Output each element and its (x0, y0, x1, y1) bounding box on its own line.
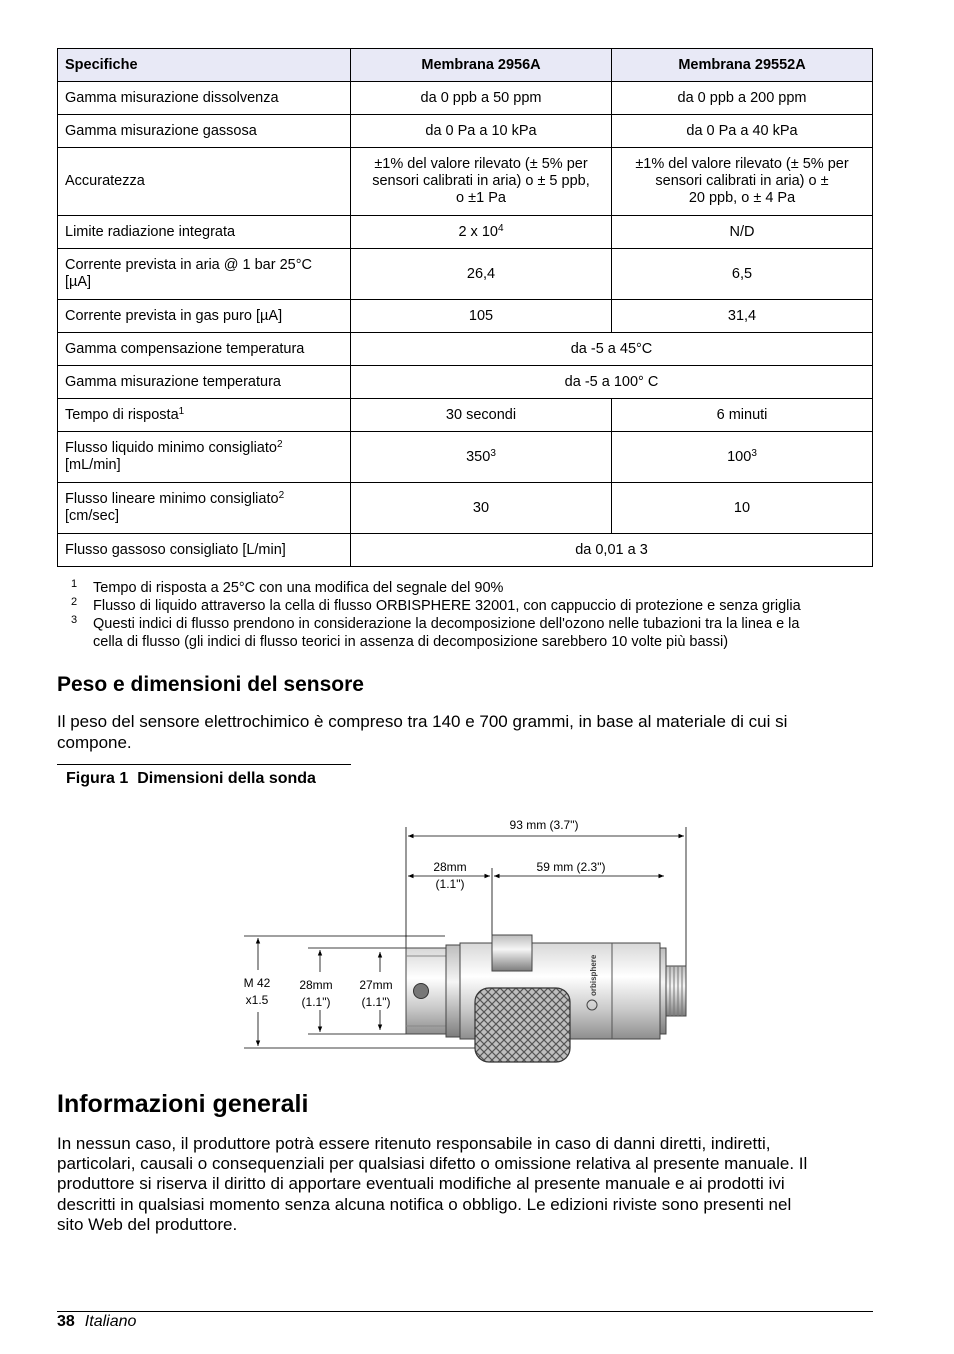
table-row: Gamma compensazione temperatura da -5 a 45°C (58, 333, 873, 366)
table-row: Tempo di risposta$^1$ 30 secondi 6 minuti (58, 399, 873, 432)
page-footer (57, 1313, 136, 1331)
footer-language: Italiano (84, 1313, 137, 1330)
general-line-1: In nessun caso, il produttore potrà essere ritenuto responsabile in caso di danni diretti, indiretti, (57, 1134, 771, 1153)
footer-divider (57, 1311, 873, 1312)
weight-paragraph-line-2: compone. (57, 733, 132, 752)
spec-table (57, 48, 873, 567)
diameter-label-28mm-inch: (1.1") (301, 995, 331, 1009)
diameter-label-27mm-inch: (1.1") (361, 995, 391, 1009)
table-row: Flusso liquido minimo consigliato$^2$ [mL/min] $350^3$ $100^3$ (58, 432, 873, 483)
dim-label-28mm: 28mm (433, 860, 467, 874)
dim-label-59mm: 59 mm (2.3") (536, 860, 606, 874)
probe-dimension-figure (230, 810, 710, 1070)
table-row: Gamma misurazione dissolvenza da 0 ppb a 50 ppm da 0 ppb a 200 ppm (58, 82, 873, 115)
header-membrana-2956a: Membrana 2956A (351, 49, 612, 82)
weight-paragraph-line-1: Il peso del sensore elettrochimico è compreso tra 140 e 700 grammi, in base al materiale di cui si (57, 712, 788, 731)
header-specifiche: Specifiche (58, 49, 351, 82)
brand-label: orbisphere (589, 954, 598, 996)
table-row: Accuratezza ±1% del valore rilevato (± 5% per sensori calibrati in aria) o ± 5 ppb, o ±1 Pa ±1% del valore rilevato (± 5% per sensori calibrati in aria) o ± 20 ppb, o ± 4 Pa (58, 148, 873, 216)
general-line-5: sito Web del produttore. (57, 1215, 238, 1234)
section-title-weight: Peso e dimensioni del sensore (57, 673, 364, 696)
probe-collar (492, 935, 532, 971)
table-header-row (58, 49, 873, 82)
table-row: Gamma misurazione temperatura da -5 a 100° C (58, 366, 873, 399)
page-number: 38 (57, 1313, 75, 1330)
general-line-4: descritti in qualsiasi momento senza alcuna notifica o obbligo. Le edizioni riviste sono presenti nel (57, 1195, 792, 1214)
diameter-label-27mm: 27mm (359, 978, 393, 992)
knurled-nut (475, 988, 570, 1062)
general-line-2: particolari, causali o consequenziali per qualsiasi difetto o omissione relativa al presente manuale. Il (57, 1154, 808, 1173)
probe-connector (666, 966, 686, 1016)
table-row: Gamma misurazione gassosa da 0 Pa a 10 kPa da 0 Pa a 40 kPa (58, 115, 873, 148)
table-row: Flusso lineare minimo consigliato$^2$ [cm/sec] 30 10 (58, 483, 873, 534)
thread-label-pitch: x1.5 (245, 993, 269, 1007)
table-row: Corrente prevista in aria @ 1 bar 25°C [µA] 26,4 6,5 (58, 249, 873, 300)
dim-label-total: 93 mm (3.7") (509, 818, 579, 832)
figure-caption: Figura 1 Dimensioni della sonda (57, 764, 351, 788)
general-line-3: produttore si riserva il diritto di apportare eventuali modifiche al presente manuale e ai prodotti ivi (57, 1174, 785, 1193)
dim-label-28mm-inch: (1.1") (435, 877, 465, 891)
table-row: Flusso gassoso consigliato [L/min] da 0,01 a 3 (58, 534, 873, 567)
diameter-label-28mm: 28mm (299, 978, 333, 992)
probe-tip-hole (414, 984, 429, 999)
thread-label-m42: M 42 (243, 976, 271, 990)
table-row: Corrente prevista in gas puro [µA] 105 31,4 (58, 300, 873, 333)
table-row: Limite radiazione integrata 2 x $10^4$ N/D (58, 216, 873, 249)
header-membrana-29552a: Membrana 29552A (612, 49, 873, 82)
section-title-general: Informazioni generali (57, 1090, 309, 1118)
